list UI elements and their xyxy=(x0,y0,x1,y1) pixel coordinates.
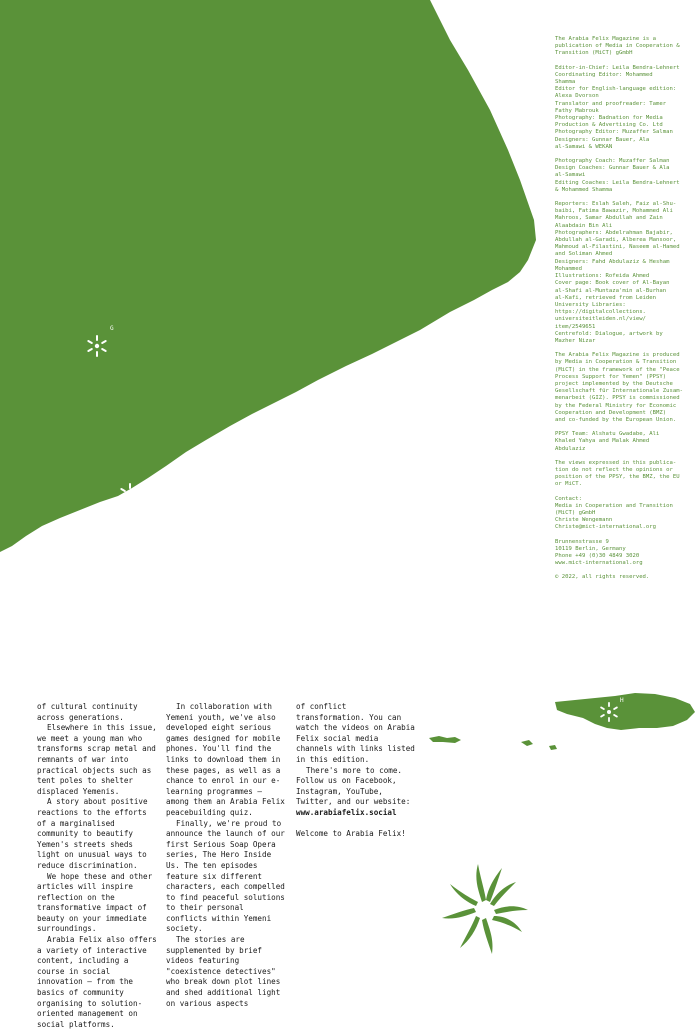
col1-paragraph: We hope these and other articles will inspire reflection on the transformative impact of beauty on your immediate surroundings. xyxy=(37,871,153,934)
map-label-h: H xyxy=(620,697,624,704)
mini-island-map xyxy=(425,690,700,760)
map-land xyxy=(0,0,536,552)
col2-paragraph: The stories are supplemented by brief videos featuring "coexistence detectives" who break down plot lines and shed additional light on various aspects xyxy=(166,935,281,1008)
imprint-reporters: Reporters: Eslah Saleh, Faiz al-Shu- baibi, Fatima Bawazir, Mohammed Ali Mahroos, Samar Abdullah and Zain Alaabdain Bin Ali Photographers: Abdelrahman Bajabir, Abdullah al-Garadi, Alberea Mansoor, Mahmoud al-Filastini, Naseem al-Hamed and Soliman Ahmed Designers: Fahd Abdulaziz & Hesham Mohammed Illustrations: Rofeida Ahmed Cover page: Book cover of Al-Bayan al-Shafi al-Muntaza'min al-Burhan al-Kafi, retrieved from Leiden University Libraries: https://digitalcollections. universiteitleiden.nl/view/ item/2549651 Centrefold: Dialogue, artwork by Mazher Nizar xyxy=(555,201,680,344)
col2-paragraph: In collaboration with Yemeni youth, we've also developed eight serious games designed for mobile phones. You'll find the links to download them in these pages, as well as a chance to enrol in our e-learning programmes – among them an Arabia Felix peacebuilding quiz. xyxy=(166,702,285,817)
col1-paragraph: Arabia Felix also offers a variety of interactive content, including a course in social innovation – from the basics of community organising to solution-oriented management on social platforms. xyxy=(37,935,157,1029)
col1-paragraph: A story about positive reactions to the efforts of a marginalised community to beautify Yemen's streets sheds light on unusual ways to reduce discrimination. xyxy=(37,797,148,870)
col1-paragraph: of cultural continuity across generations. xyxy=(37,702,138,722)
map-label-g: G xyxy=(110,325,114,332)
island-main xyxy=(555,693,695,730)
imprint-disclaimer: The views expressed in this publica- tion do not reflect the opinions or position of the PPSY, the BMZ, the EU or MiCT. xyxy=(555,459,680,488)
col3-paragraph: of conflict transformation. You can watch the videos on Arabia Felix social media channels with links listed in this edition. xyxy=(296,702,415,764)
website-link[interactable]: www.arabiafelix.social xyxy=(296,807,397,817)
imprint-contact: Contact: Media in Cooperation and Transition (MiCT) gGmbH Christe Wengemann Christe@mict-international.org xyxy=(555,495,673,531)
imprint-project: The Arabia Felix Magazine is produced by Media in Cooperation & Transition (MiCT) in the framework of the "Peace Process Support for Yemen" (PPSY) project implemented by the Deutsche Gesellschaft für Internationale Zusam- menarbeit (GIZ). PPSY is commissioned by the Federal Ministry for Economic Cooperation and Development (BMZ) and co-funded by the European Union. xyxy=(555,352,683,423)
map-label-a: A xyxy=(139,467,143,474)
imprint-editors: Editor-in-Chief: Leila Bendra-Lehnert Coordinating Editor: Mohammed Shamma Editor for English-language edition: Alexa Dvorson Translator and proofreader: Tamer Fathy Mabrouk Photography: Badnation for Media Production & Advertising Co. Ltd Photography Editor: Muzaffer Salman Designers: Gunnar Bauer, Ala al-Samawi & WEKAN xyxy=(555,64,680,150)
imprint-publisher: The Arabia Felix Magazine is a publication of Media in Cooperation & Transition (MiCT) gGmbH xyxy=(555,36,680,57)
text-column-2 xyxy=(166,702,288,1009)
imprint-team: PPSY Team: Alshatu Gwadabe, Ali Khaled Yahya and Malak Ahmed Abdulaziz xyxy=(555,431,660,452)
welcome-line: Welcome to Arabia Felix! xyxy=(296,829,406,839)
imprint-column xyxy=(555,36,695,589)
imprint-address: Brunnenstrasse 9 10119 Berlin, Germany Phone +49 (0)30 4849 3020 www.mict-international.org xyxy=(555,538,643,567)
imprint-copyright: © 2022, all rights reserved. xyxy=(555,574,650,581)
col3-paragraph: There's more to come. Follow us on Facebook, Instagram, YouTube, Twitter, and our website: xyxy=(296,765,411,807)
island-small-3 xyxy=(549,745,557,750)
coastline-map xyxy=(0,0,560,560)
island-small-1 xyxy=(429,736,461,743)
plant-logo-icon xyxy=(438,860,530,956)
island-small-2 xyxy=(521,740,533,746)
imprint-coaches: Photography Coach: Muzaffer Salman Design Coaches: Gunnar Bauer & Ala al-Samawi Editing Coaches: Leila Bendra-Lehnert & Mohammed Shamma xyxy=(555,158,680,193)
text-column-1 xyxy=(37,702,159,1030)
col2-paragraph: Finally, we're proud to announce the launch of our first Serious Soap Opera series, The Hero Inside Us. The ten episodes feature six different characters, each compelled to find peaceful solutions to their personal conflicts within Yemeni society. xyxy=(166,818,285,934)
text-column-3 xyxy=(296,702,418,840)
col1-paragraph: Elsewhere in this issue, we meet a young man who transforms scrap metal and remnants of war into practical objects such as tent poles to shelter displaced Yemenis. xyxy=(37,723,157,796)
